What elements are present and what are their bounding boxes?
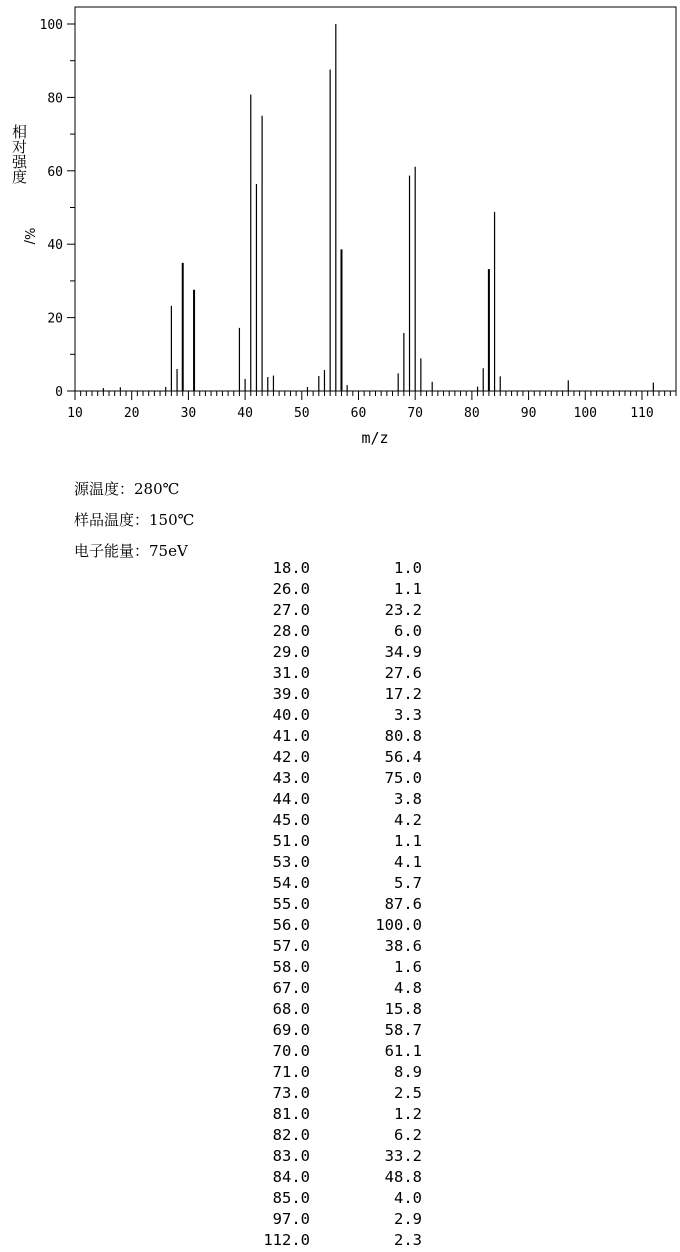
peak-intensity: 8.9 <box>394 1063 422 1081</box>
peak-row <box>250 1000 422 1021</box>
peak-row <box>250 874 422 895</box>
peak-mz: 18.0 <box>272 559 310 577</box>
peak-intensity: 33.2 <box>384 1147 422 1165</box>
peak-row <box>250 664 422 685</box>
peak-mz: 51.0 <box>272 832 310 850</box>
peak-intensity: 1.0 <box>394 559 422 577</box>
peak-mz: 57.0 <box>272 937 310 955</box>
peak-mz: 27.0 <box>272 601 310 619</box>
peak-intensity: 2.5 <box>394 1084 422 1102</box>
y-tick-label: 40 <box>47 238 63 254</box>
x-tick-label: 110 <box>630 406 654 421</box>
peak-intensity: 87.6 <box>384 895 422 913</box>
peak-mz: 26.0 <box>272 580 310 598</box>
peak-row <box>250 916 422 937</box>
peak-row <box>250 958 422 979</box>
peak-row <box>250 1126 422 1147</box>
peak-row <box>250 1063 422 1084</box>
peak-intensity: 61.1 <box>384 1042 422 1060</box>
peak-intensity: 27.6 <box>384 664 422 682</box>
peak-row <box>250 1168 422 1189</box>
peak-intensity: 75.0 <box>384 769 422 787</box>
x-tick-label: 50 <box>293 406 310 421</box>
electron-energy: 电子能量：75eV <box>74 542 188 560</box>
y-axis-tick-labels <box>40 18 63 400</box>
peak-row <box>250 685 422 706</box>
mass-spectrum-chart <box>0 0 680 460</box>
peak-row <box>250 1147 422 1168</box>
peak-row <box>250 1231 422 1252</box>
y-tick-label: 0 <box>55 385 63 400</box>
peak-row <box>250 580 422 601</box>
peak-row <box>250 1189 422 1210</box>
peak-row <box>250 1084 422 1105</box>
peak-row <box>250 727 422 748</box>
x-tick-label: 80 <box>464 406 480 421</box>
peak-row <box>250 643 422 664</box>
y-tick-label: 60 <box>47 164 63 180</box>
peak-mz: 29.0 <box>272 643 310 661</box>
peak-intensity: 38.6 <box>384 937 422 955</box>
peak-mz: 83.0 <box>272 1147 310 1165</box>
peak-row <box>250 769 422 790</box>
y-tick-label: 80 <box>47 91 63 107</box>
peak-intensity: 4.0 <box>394 1189 422 1207</box>
peak-row <box>250 895 422 916</box>
peak-intensity: 3.8 <box>394 790 422 808</box>
x-axis-ticks <box>75 391 676 400</box>
peak-mz: 31.0 <box>272 664 310 682</box>
x-tick-label: 70 <box>407 406 424 421</box>
y-axis-ticks <box>67 24 75 391</box>
y-tick-label: 20 <box>47 311 63 327</box>
peak-intensity: 4.2 <box>394 811 422 829</box>
peak-intensity: 2.9 <box>394 1210 422 1228</box>
peak-mz: 43.0 <box>272 769 310 787</box>
peak-mz: 44.0 <box>272 790 310 808</box>
x-tick-label: 30 <box>180 406 197 421</box>
peak-intensity: 15.8 <box>384 1000 422 1018</box>
spectrum-peaks <box>103 24 653 391</box>
peak-mz: 56.0 <box>272 916 310 934</box>
peak-mz: 45.0 <box>272 811 310 829</box>
peak-row <box>250 559 422 580</box>
peak-mz: 82.0 <box>272 1126 310 1144</box>
peak-row <box>250 979 422 1000</box>
x-tick-label: 40 <box>237 406 253 421</box>
peak-mz: 58.0 <box>272 958 310 976</box>
peak-intensity: 1.6 <box>394 958 422 976</box>
peak-row <box>250 790 422 811</box>
peak-intensity: 58.7 <box>384 1021 422 1039</box>
peak-row <box>250 937 422 958</box>
peak-intensity: 3.3 <box>394 706 422 724</box>
peak-mz: 73.0 <box>272 1084 310 1102</box>
x-tick-label: 100 <box>573 406 598 421</box>
peak-mz: 85.0 <box>272 1189 310 1207</box>
peak-row <box>250 748 422 769</box>
peak-intensity: 80.8 <box>384 727 422 745</box>
y-axis-label: 相对强度 <box>10 124 28 184</box>
peak-intensity: 1.2 <box>394 1105 422 1123</box>
peak-mz: 28.0 <box>272 622 310 640</box>
x-tick-label: 20 <box>123 406 140 421</box>
peak-mz: 70.0 <box>272 1042 310 1060</box>
y-tick-label: 100 <box>39 18 63 33</box>
peak-mz: 53.0 <box>272 853 310 871</box>
peak-mz: 71.0 <box>272 1063 310 1081</box>
peak-mz: 84.0 <box>272 1168 310 1186</box>
x-tick-label: 60 <box>350 406 367 421</box>
peak-intensity: 2.3 <box>394 1231 422 1249</box>
peak-mz: 81.0 <box>272 1105 310 1123</box>
plot-frame <box>75 7 676 391</box>
peak-intensity: 4.1 <box>394 853 422 871</box>
peak-mz: 55.0 <box>272 895 310 913</box>
peak-row <box>250 1105 422 1126</box>
peak-mz: 112.0 <box>263 1231 310 1249</box>
x-tick-label: 10 <box>67 406 83 421</box>
peak-intensity: 5.7 <box>394 874 422 892</box>
peak-intensity: 23.2 <box>384 601 422 619</box>
source-temperature: 源温度：280℃ <box>74 480 180 498</box>
peak-row <box>250 832 422 853</box>
peak-mz: 40.0 <box>272 706 310 724</box>
peak-row <box>250 601 422 622</box>
peak-row <box>250 622 422 643</box>
peak-intensity: 100.0 <box>375 916 422 934</box>
peak-row <box>250 811 422 832</box>
peak-intensity: 48.8 <box>384 1168 422 1186</box>
sample-temperature: 样品温度：150℃ <box>74 511 195 529</box>
x-axis-label: m/z <box>361 429 389 447</box>
peak-mz: 42.0 <box>272 748 310 766</box>
peak-intensity: 4.8 <box>394 979 422 997</box>
peak-mz: 54.0 <box>272 874 310 892</box>
peak-row <box>250 706 422 727</box>
y-axis-unit: %/ <box>21 227 36 245</box>
peak-intensity: 17.2 <box>384 685 422 703</box>
peak-row <box>250 853 422 874</box>
peak-mz: 39.0 <box>272 685 310 703</box>
peak-intensity: 6.2 <box>394 1126 422 1144</box>
peak-intensity: 34.9 <box>384 643 422 661</box>
peak-mz: 69.0 <box>272 1021 310 1039</box>
peak-mz: 41.0 <box>272 727 310 745</box>
peak-mz: 67.0 <box>272 979 310 997</box>
peak-intensity: 56.4 <box>384 748 422 766</box>
peak-mz: 97.0 <box>272 1210 310 1228</box>
peak-row <box>250 1021 422 1042</box>
x-axis-tick-labels <box>67 406 654 421</box>
peak-intensity: 1.1 <box>394 580 422 598</box>
peak-row <box>250 1042 422 1063</box>
peak-row <box>250 1210 422 1231</box>
peak-intensity: 1.1 <box>394 832 422 850</box>
x-tick-label: 90 <box>520 406 537 421</box>
peak-mz: 68.0 <box>272 1000 310 1018</box>
peak-intensity: 6.0 <box>394 622 422 640</box>
